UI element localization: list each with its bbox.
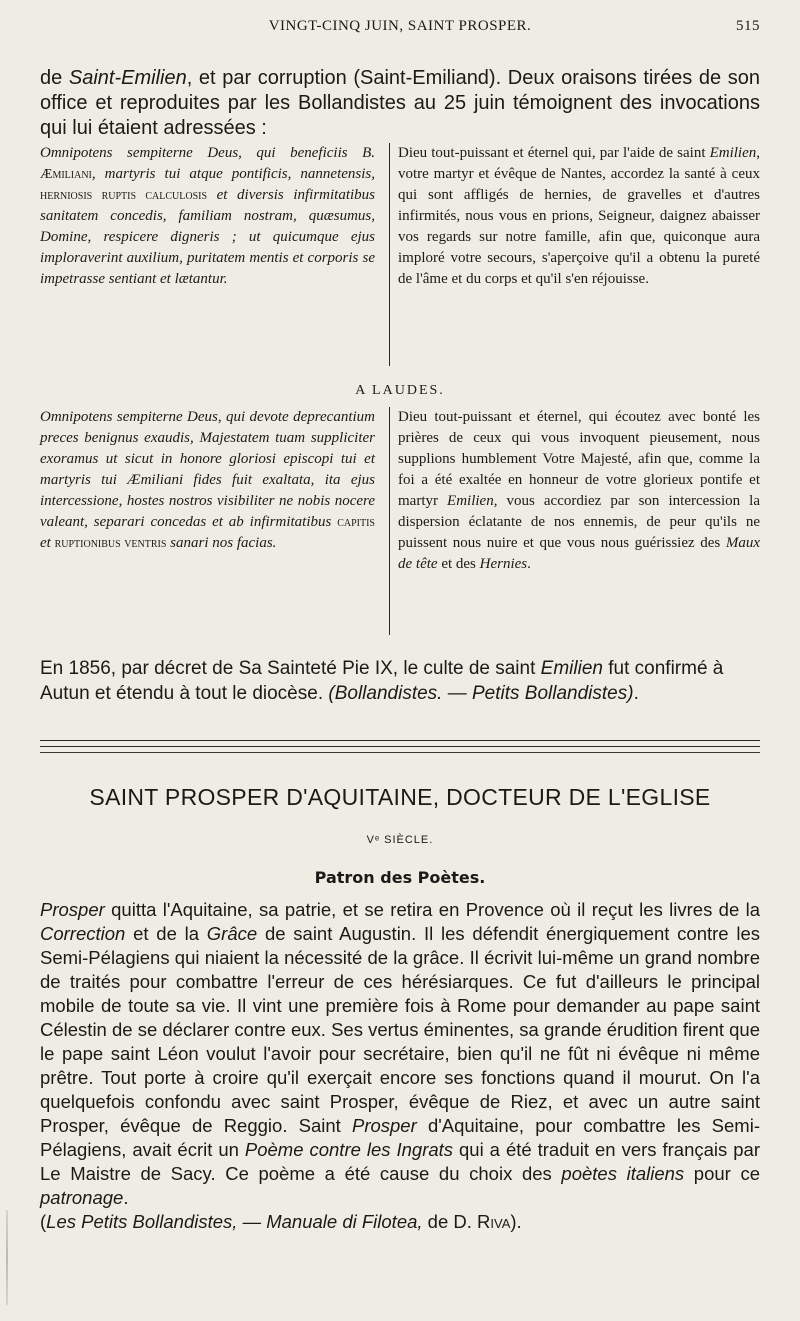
section-divider bbox=[40, 740, 760, 747]
latin-1-name: Æmiliani bbox=[40, 167, 92, 182]
source-by: de D. bbox=[422, 1211, 478, 1232]
oraison-1-latin bbox=[40, 143, 375, 290]
page-number: 515 bbox=[736, 18, 760, 34]
patron-subtitle: Patron des Poètes. bbox=[314, 868, 486, 887]
french-2-maux: Maux de tête bbox=[398, 535, 760, 572]
decree-paragraph bbox=[40, 656, 760, 706]
latin-2a: Omnipotens sempiterne Deus, qui devote deprecantium preces benignus exaudis, Majestatem tuam suppliciter exoramus ut sicut in honore gloriosi episcopi tui et martyris tui Æmiliani fides fuit exaltata, ita ejus intercessione, hostes nostros visibiliter ne nobis nocere valeant, separari concedas et ab infirmitatibus bbox=[40, 409, 375, 530]
running-head bbox=[40, 18, 760, 40]
french-1-name: Emilien bbox=[709, 145, 757, 161]
body-b: et de la bbox=[125, 923, 207, 944]
latin-1b: , martyris tui atque pontificis, nannetensis, bbox=[91, 166, 375, 182]
source-author: Riva bbox=[477, 1211, 511, 1232]
latin-1c: et diversis infirmitatibus sanitatem concedis, familiam nostram, quæsumus, Domine, respicere digneris ; ut quicumque ejus imploraverint auxilium, puritatem mentis et corporis se impetrasse sentiant et lætantur. bbox=[40, 187, 375, 287]
section-divider-thin bbox=[40, 752, 760, 753]
latin-2c: sanari nos facias. bbox=[166, 535, 277, 551]
body-prosper-2: Prosper bbox=[351, 1115, 417, 1136]
intro-text-2: , et par corruption (Saint-Emiliand). Deux oraisons tirées de son office et reproduites par les Bollandistes au 25 juin témoignent des invocations qui lui étaient adressées : bbox=[40, 67, 761, 139]
decree-saint-name: Emilien bbox=[540, 658, 603, 679]
latin-2b: et bbox=[40, 535, 55, 551]
body-paragraph bbox=[40, 898, 760, 1234]
running-title: VINGT-CINQ JUIN, SAINT PROSPER. bbox=[268, 18, 532, 34]
decree-text-b: fut confirmé à Autun et étendu à tout le diocèse. bbox=[40, 658, 724, 704]
decree-text-c: . bbox=[633, 683, 639, 704]
body-f: pour ce bbox=[684, 1163, 760, 1184]
body-c: de saint Augustin. Il les défendit énergiquement contre les Semi-Pélagiens qui niaient la nécessité de la grâce. Il écrivit lui-même un grand nombre de traités pour combattre l'erreur de ces hérésiarques. Ce fut d'ailleurs le principal mobile de toute sa vie. Il vint une première fois à Rome pour demander au pape saint Célestin de se déclarer contre eux. Ses vertus éminentes, sa grande érudition firent que le pape saint Léon voulut l'avoir pour secrétaire, bien qu'il ne fût ni évêque ni même prêtre. Tout porte à croire qu'il exerçait encore ses fonctions quand il mourut. On l'a quelquefois confondu avec saint Prosper, évêque de Riez, et avec un autre saint Prosper, évêque de Reggio. Saint bbox=[40, 923, 761, 1136]
french-1b: , votre martyr et évêque de Nantes, accordez la santé à ceux qui sont affligés de hernies, de gravelles et d'autres infirmités, nous vous en prions, Seigneur, daignez abaisser vos regards sur notre famille, afin que, quiconque aura imploré votre secours, s'aperçoive qu'il a obtenu la pureté de l'âme et du corps et qu'il s'en réjouisse. bbox=[398, 145, 760, 287]
body-grace: Grâce bbox=[206, 923, 258, 944]
french-1a: Dieu tout-puissant et éternel qui, par l'aide de saint bbox=[398, 145, 710, 161]
page-edge-mark bbox=[6, 1210, 8, 1305]
century-label: Vᵉ SIÈCLE. bbox=[366, 834, 434, 846]
latin-1-sc: herniosis ruptis calculosis bbox=[40, 188, 208, 203]
french-2b: , vous accordiez par son intercession la dispersion éclatante de nos ennemis, de peur qu'ils ne puissent nous nuire et que vous nous guérissiez des bbox=[398, 493, 761, 551]
body-prosper: Prosper bbox=[40, 899, 105, 920]
french-2c: et des bbox=[437, 556, 480, 572]
body-patronage: patronage bbox=[40, 1187, 124, 1208]
body-correction: Correction bbox=[40, 923, 126, 944]
latin-1a: Omnipotens sempiterne Deus, qui beneficiis B. bbox=[40, 145, 375, 161]
french-2-name: Emilien bbox=[447, 493, 494, 509]
french-2a: Dieu tout-puissant et éternel, qui écoutez avec bonté les prières de ceux qui vous invoquent pieusement, nous supplions humblement Votre Majesté, afin que, comme la foi a été exaltée en honneur de votre glorieux pontife et martyr bbox=[398, 409, 760, 509]
body-g: . bbox=[123, 1187, 129, 1208]
decree-text-a: En 1856, par décret de Sa Sainteté Pie IX, le culte de saint bbox=[40, 658, 541, 679]
intro-saint-name: Saint-Emilien bbox=[68, 67, 187, 89]
body-e: qui a été traduit en vers français par Le Maistre de Sacy. Ce poème a été cause du choix des bbox=[40, 1139, 760, 1184]
intro-text-1: de bbox=[40, 67, 69, 89]
oraison-2-latin bbox=[40, 407, 375, 554]
source-open: ( bbox=[40, 1211, 47, 1232]
intro-paragraph bbox=[40, 66, 760, 141]
oraison-2-french bbox=[389, 407, 760, 635]
body-a: quitta l'Aquitaine, sa patrie, et se retira en Provence où il reçut les livres de la bbox=[104, 899, 760, 920]
source-citation: Les Petits Bollandistes, — Manuale di Filotea, bbox=[46, 1211, 423, 1232]
body-d: d'Aquitaine, pour combattre les Semi-Pélagiens, avait écrit un bbox=[40, 1115, 760, 1160]
section-title: SAINT PROSPER D'AQUITAINE, DOCTEUR DE L'EGLISE bbox=[89, 784, 711, 810]
latin-2-sc2: ruptionibus ventris bbox=[54, 536, 167, 551]
latin-2-sc: capitis bbox=[337, 515, 375, 530]
decree-source: (Bollandistes. — Petits Bollandistes) bbox=[328, 683, 634, 704]
body-poetes: poètes italiens bbox=[561, 1163, 685, 1184]
body-poem-title: Poème contre les Ingrats bbox=[244, 1139, 454, 1160]
source-close: ). bbox=[510, 1211, 522, 1232]
oraison-1-french bbox=[389, 143, 760, 366]
french-2d: . bbox=[527, 556, 531, 572]
laudes-heading: A LAUDES. bbox=[355, 383, 445, 398]
french-2-hernies: Hernies bbox=[479, 556, 528, 572]
